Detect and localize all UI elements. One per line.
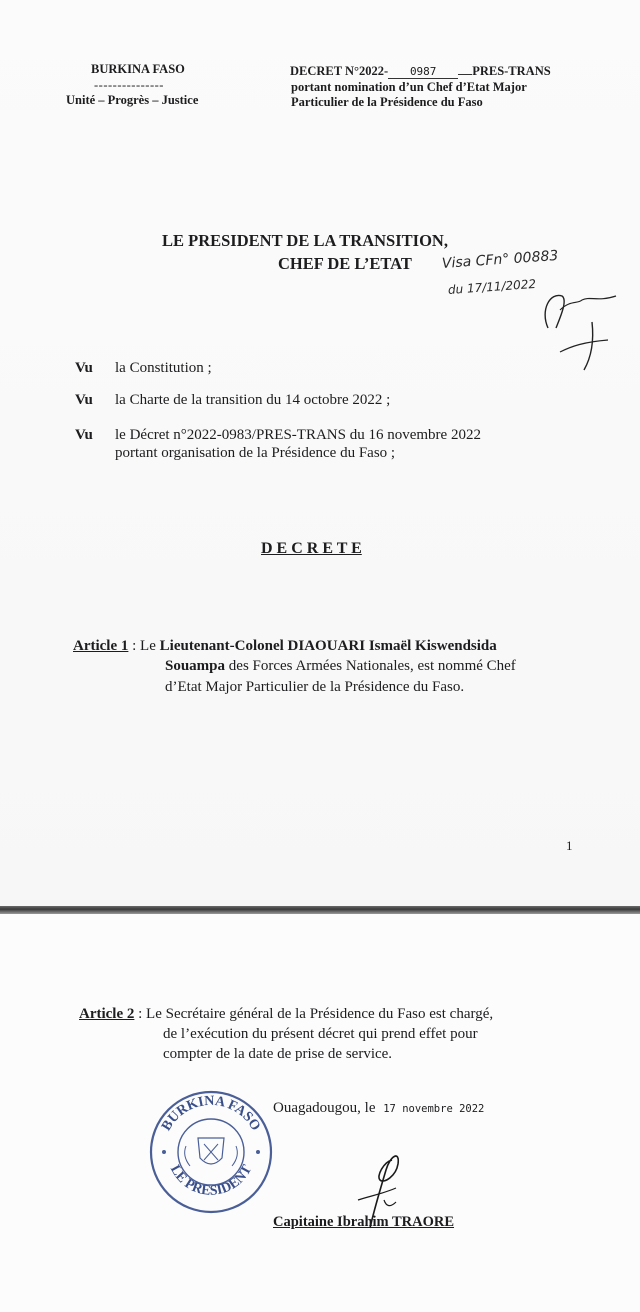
article-2-label: Article 2 <box>79 1006 135 1022</box>
svg-text:BURKINA FASO: BURKINA FASO <box>159 1093 263 1134</box>
seal-text <box>146 1086 276 1216</box>
page-number: 1 <box>566 838 573 853</box>
presidential-seal <box>146 1086 276 1216</box>
decree-number: 0987 <box>388 65 458 79</box>
visa-text-continued: portant organisation de la Présidence du Faso ; <box>115 445 396 461</box>
article-2-line-1: Article 2 : Le Secrétaire général de la Présidence du Faso est chargé, <box>79 1006 494 1022</box>
decree-subject-line-1: portant nomination d’un Chef d’Etat Major <box>291 80 527 94</box>
article-1-line-2: Souampa des Forces Armées Nationales, est nommé Chef <box>165 658 516 674</box>
decrete-heading: D E C R E T E <box>261 540 362 557</box>
appointee-name: Lieutenant-Colonel DIAOUARI Ismaël Kiswendsida <box>159 638 497 654</box>
visa-label: Vu <box>75 427 93 443</box>
visa-text: la Charte de la transition du 14 octobre 2022 ; <box>115 392 391 408</box>
visa-label: Vu <box>75 392 93 408</box>
handwritten-visa-note: Visa CFn° 00883 <box>441 247 559 272</box>
national-motto: Unité – Progrès – Justice <box>66 93 199 107</box>
handwritten-visa-date: du 17/11/2022 <box>447 276 537 297</box>
article-1-line-3: d’Etat Major Particulier de la Présidence du Faso. <box>165 679 465 695</box>
controller-signature <box>520 270 630 380</box>
authority-line-2: CHEF DE L’ETAT <box>278 254 412 273</box>
visa-label: Vu <box>75 360 93 376</box>
visa-text: le Décret n°2022-0983/PRES-TRANS du 16 novembre 2022 <box>115 427 481 443</box>
decree-subject-line-2: Particulier de la Présidence du Faso <box>291 95 483 109</box>
document-page-2 <box>0 914 640 1312</box>
country-name: BURKINA FASO <box>91 62 185 76</box>
article-1-label: Article 1 <box>73 638 129 654</box>
place: Ouagadougou, le <box>273 1100 376 1116</box>
place-date <box>273 1100 484 1117</box>
article-2-line-2: de l’exécution du présent décret qui prend effet pour <box>163 1026 478 1042</box>
article-2-line-3: compter de la date de prise de service. <box>163 1046 393 1062</box>
header-separator: --------------- <box>94 78 164 92</box>
svg-text:LE PRESIDENT: LE PRESIDENT <box>166 1162 256 1199</box>
decree-suffix: PRES-TRANS <box>472 64 551 78</box>
signatory-name: Capitaine Ibrahim TRAORE <box>273 1214 455 1230</box>
page-divider <box>0 906 640 914</box>
visa-text: la Constitution ; <box>115 360 212 376</box>
decree-title <box>290 64 551 79</box>
signature-date: 17 novembre 2022 <box>383 1103 485 1115</box>
decree-prefix: DECRET N°2022- <box>290 64 389 78</box>
authority-line-1: LE PRESIDENT DE LA TRANSITION, <box>162 231 448 250</box>
article-1-line-1: Article 1 : Le Lieutenant-Colonel DIAOUARI Ismaël Kiswendsida <box>73 638 497 654</box>
